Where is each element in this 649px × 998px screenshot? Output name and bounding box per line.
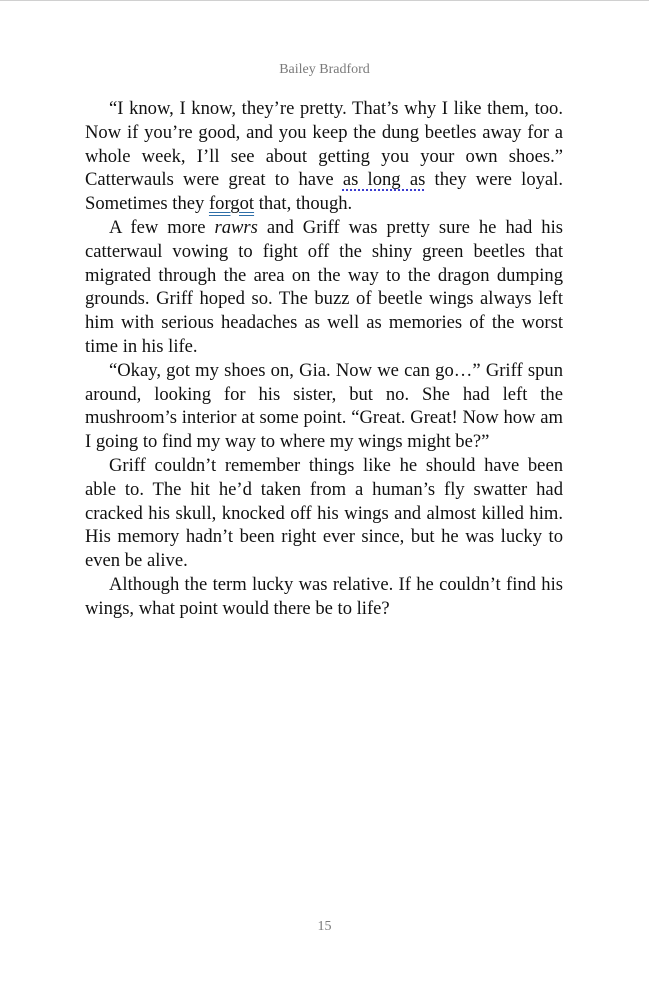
paragraph-1-text-b: they were loyal. Sometimes they — [85, 169, 563, 215]
paragraph-2-text-a: A few more — [109, 216, 215, 238]
running-header-author: Bailey Bradford — [279, 62, 370, 77]
grammar-flag-forgot[interactable]: forgot — [208, 193, 255, 215]
paragraph-3: “Okay, got my shoes on, Gia. Now we can go…” Griff spun around, looking for his sister, but no. She had left the mushroom’s interior at some point. “Great. Great! Now how am I going to find my way to where my wings might be?” — [85, 359, 563, 453]
paragraph-1 — [85, 97, 563, 216]
paragraph-5: Although the term lucky was relative. If he couldn’t find his wings, what point would there be to life? — [85, 573, 563, 619]
paragraph-1-text-c: that, though. — [254, 193, 353, 215]
body-text — [85, 97, 563, 621]
paragraph-4: Griff couldn’t remember things like he should have been able to. The hit he’d taken from a human’s fly swatter had cracked his skull, knocked off his wings and almost killed him. His memory hadn’t been right ever since, but he was lucky to even be alive. — [85, 454, 563, 572]
paragraph-1-text-a: “I know, I know, they’re pretty. That’s why I like them, too. Now if you’re good, and you keep the dung beetles away for a whole week, I’ll see about getting you your own shoes.” Catterwauls were great to have — [85, 98, 563, 191]
page-number: 15 — [317, 919, 332, 934]
paragraph-2-text-b: and Griff was pretty sure he had his catterwaul vowing to fight off the shiny green beetles that migrated through the area on the way to the dragon dumping grounds. Griff hoped so. The buzz of beetle wings always left him with serious headaches as well as memories of the worst time in his life. — [85, 216, 563, 357]
paragraph-2 — [85, 216, 563, 359]
grammar-flag-as-long-as[interactable]: as long as — [342, 169, 426, 191]
paragraph-2-italic-rawrs: rawrs — [214, 216, 258, 238]
